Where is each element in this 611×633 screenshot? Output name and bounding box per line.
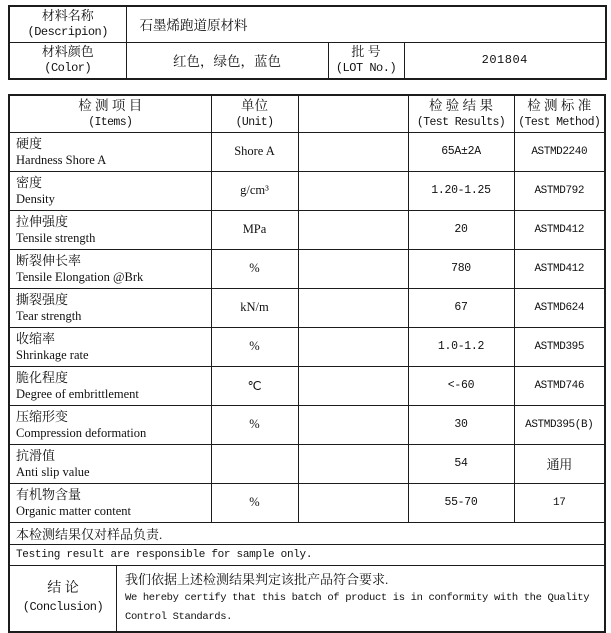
unit-cell: ℃ — [211, 366, 298, 405]
header-results-en: (Test Results) — [416, 115, 506, 129]
header-method-zh: 检 测 标 准 — [527, 97, 592, 113]
material-color-value: 红色，绿色，蓝色 — [126, 42, 328, 79]
method-cell: ASTMD746 — [514, 366, 605, 405]
unit-cell: % — [211, 327, 298, 366]
empty-cell — [298, 171, 408, 210]
note-row-zh — [9, 522, 605, 544]
item-name-zh: 有机物含量 — [16, 486, 82, 502]
unit-cell: MPa — [211, 210, 298, 249]
item-name-en: Organic matter content — [16, 503, 132, 518]
test-row-anti-slip — [9, 444, 605, 483]
unit-cell: kN/m — [211, 288, 298, 327]
result-cell: 20 — [408, 210, 514, 249]
header-unit-zh: 单位 — [241, 97, 268, 113]
conclusion-text-zh: 我们依据上述检测结果判定该批产品符合要求. — [125, 571, 389, 587]
header-results — [408, 95, 514, 132]
empty-cell — [298, 483, 408, 522]
item-name-en: Shrinkage rate — [16, 347, 89, 362]
header-unit — [211, 95, 298, 132]
item-name-zh: 压缩形变 — [16, 408, 69, 424]
conclusion-cell — [9, 565, 605, 632]
test-row-elongation — [9, 249, 605, 288]
test-row-hardness — [9, 132, 605, 171]
header-items — [9, 95, 211, 132]
test-row-density — [9, 171, 605, 210]
conclusion-wrap — [10, 566, 604, 631]
method-cell: ASTMD395(B) — [514, 405, 605, 444]
header-empty-column — [298, 95, 408, 132]
lot-label-zh: 批 号 — [351, 44, 381, 60]
unit-cell: % — [211, 405, 298, 444]
item-name — [9, 327, 211, 366]
lot-label — [328, 42, 404, 79]
empty-cell — [298, 327, 408, 366]
item-name — [9, 483, 211, 522]
result-cell: 55-70 — [408, 483, 514, 522]
method-cell: ASTMD792 — [514, 171, 605, 210]
material-name-label — [9, 6, 126, 42]
method-cell: ASTMD624 — [514, 288, 605, 327]
test-row-tear-strength — [9, 288, 605, 327]
header-items-zh: 检 测 项 目 — [78, 97, 143, 113]
empty-cell — [298, 366, 408, 405]
test-row-embrittlement — [9, 366, 605, 405]
item-name-zh: 收缩率 — [16, 330, 56, 346]
item-name-zh: 脆化程度 — [16, 369, 69, 385]
empty-cell — [298, 210, 408, 249]
result-cell: 1.20-1.25 — [408, 171, 514, 210]
empty-cell — [298, 288, 408, 327]
method-cell: 通用 — [514, 444, 605, 483]
header-unit-en: (Unit) — [235, 115, 274, 129]
empty-cell — [298, 249, 408, 288]
item-name-en: Density — [16, 191, 55, 206]
conclusion-row — [9, 565, 605, 632]
material-color-row — [9, 42, 606, 79]
conclusion-label-zh: 结 论 — [47, 581, 79, 596]
item-name-zh: 抗滑值 — [16, 447, 56, 463]
test-row-tensile-strength — [9, 210, 605, 249]
lot-value: 201804 — [404, 42, 606, 79]
conclusion-content — [117, 566, 605, 631]
test-row-organic-content — [9, 483, 605, 522]
material-color-label — [9, 42, 126, 79]
item-name-zh: 断裂伸长率 — [16, 252, 82, 268]
note-text-zh: 本检测结果仅对样品负责. — [9, 522, 605, 544]
material-name-label-en: (Descripion) — [27, 25, 108, 40]
item-name-zh: 拉伸强度 — [16, 213, 69, 229]
item-name-zh: 密度 — [16, 174, 43, 190]
result-cell: 65A±2A — [408, 132, 514, 171]
unit-cell: % — [211, 249, 298, 288]
test-table-header-row — [9, 95, 605, 132]
result-cell: 54 — [408, 444, 514, 483]
item-name-en: Degree of embrittlement — [16, 386, 139, 401]
item-name-zh: 硬度 — [16, 135, 43, 151]
item-name-zh: 撕裂强度 — [16, 291, 69, 307]
header-method — [514, 95, 605, 132]
conclusion-text-en: We hereby certify that this batch of product is in conformity with the Quality Control Standards. — [125, 591, 590, 623]
method-cell: ASTMD412 — [514, 249, 605, 288]
unit-cell: % — [211, 483, 298, 522]
material-info-table — [8, 5, 607, 80]
empty-cell — [298, 132, 408, 171]
result-cell: 780 — [408, 249, 514, 288]
material-name-value: 石墨烯跑道原材料 — [126, 6, 606, 42]
item-name — [9, 288, 211, 327]
header-method-en: (Test Method) — [518, 115, 601, 129]
item-name-en: Anti slip value — [16, 464, 90, 479]
empty-cell — [298, 405, 408, 444]
unit-cell: Shore A — [211, 132, 298, 171]
unit-cell — [211, 444, 298, 483]
conclusion-label — [10, 566, 117, 631]
test-row-compression — [9, 405, 605, 444]
material-color-label-zh: 材料颜色 — [41, 44, 94, 60]
item-name — [9, 249, 211, 288]
note-text-en: Testing result are responsible for sample only. — [9, 544, 605, 565]
unit-cell: g/cm³ — [211, 171, 298, 210]
result-cell: 1.0-1.2 — [408, 327, 514, 366]
result-cell: 30 — [408, 405, 514, 444]
test-results-table — [8, 94, 606, 633]
result-cell: 67 — [408, 288, 514, 327]
empty-cell — [298, 444, 408, 483]
header-items-en: (Items) — [88, 115, 133, 129]
item-name — [9, 444, 211, 483]
method-cell: ASTMD412 — [514, 210, 605, 249]
method-cell: ASTMD395 — [514, 327, 605, 366]
result-cell: <-60 — [408, 366, 514, 405]
method-cell: ASTMD2240 — [514, 132, 605, 171]
item-name-en: Tear strength — [16, 308, 82, 323]
material-name-label-zh: 材料名称 — [41, 8, 94, 24]
item-name-en: Hardness Shore A — [16, 152, 107, 167]
item-name-en: Tensile Elongation @Brk — [16, 269, 144, 284]
material-name-row — [9, 6, 606, 42]
method-cell: 17 — [514, 483, 605, 522]
lot-label-en: (LOT No.) — [335, 61, 397, 76]
test-row-shrinkage — [9, 327, 605, 366]
item-name-en: Compression deformation — [16, 425, 147, 440]
item-name — [9, 405, 211, 444]
conclusion-label-en: (Conclusion) — [22, 600, 104, 614]
item-name-en: Tensile strength — [16, 230, 96, 245]
item-name — [9, 132, 211, 171]
note-row-en — [9, 544, 605, 565]
item-name — [9, 171, 211, 210]
item-name — [9, 366, 211, 405]
item-name — [9, 210, 211, 249]
material-color-label-en: (Color) — [44, 61, 92, 76]
header-results-zh: 检 验 结 果 — [428, 97, 494, 113]
